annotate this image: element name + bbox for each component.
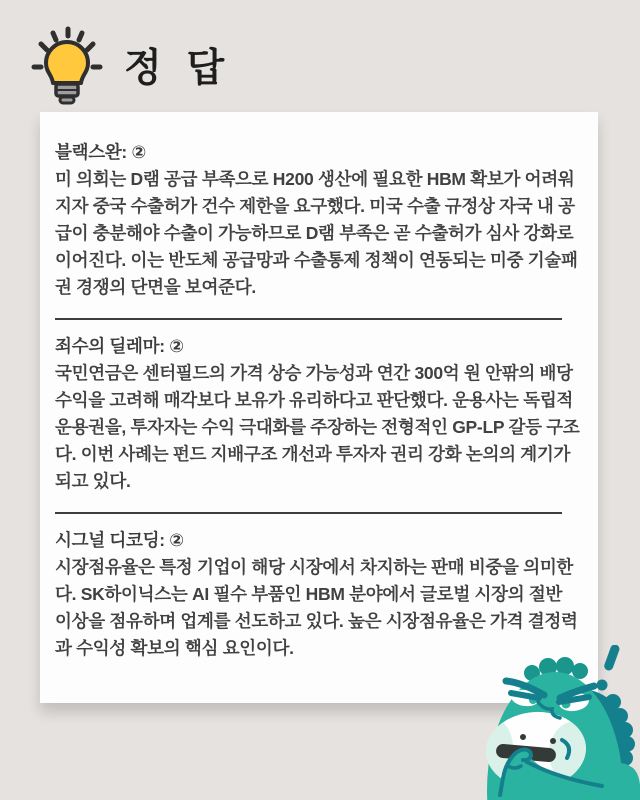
answer-card [40,112,598,703]
section-divider [55,512,562,514]
exclamation-icon [597,645,621,691]
section-body: 미 의회는 D램 공급 부족으로 H200 생산에 필요한 HBM 확보가 어려워지자 중국 수출허가 건수 제한을 요구했다. 미국 수출 규정상 자국 내 공급이 충분해야 수출이 가능하므로 D램 부족은 곧 수출허가 심사 강화로 이어진다. 이는 반도체 공급망과 수출통제 정책이 연동되는 미중 기술패권 경쟁의 단면을 보여준다. [55,169,578,297]
lightbulb-icon [28,26,108,110]
page-title: 정 답 [124,46,232,90]
answer-header [28,26,231,110]
section-heading: 죄수의 딜레마: ② [55,336,184,356]
section-heading: 시그널 디코딩: ② [55,530,184,550]
section-signal-decoding [55,527,583,662]
section-prisoners-dilemma [55,333,583,495]
dino-mascot [470,645,640,800]
section-black-swan [55,139,583,301]
section-heading: 블랙스완: ② [55,142,147,162]
section-body: 시장점유율은 특정 기업이 해당 시장에서 차지하는 판매 비중을 의미한다. SK하이닉스는 AI 필수 부품인 HBM 분야에서 글로벌 시장의 절반 이상을 점유하며 업계를 선도하고 있다. 높은 시장점유율은 가격 결정력과 수익성 확보의 핵심 요인이다. [55,557,578,658]
section-divider [55,318,562,320]
section-body: 국민연금은 센터필드의 가격 상승 가능성과 연간 300억 원 안팎의 배당수익을 고려해 매각보다 보유가 유리하다고 판단했다. 운용사는 독립적 운용권을, 투자자는 수익 극대화를 주장하는 전형적인 GP-LP 갈등 구조다. 이번 사례는 펀드 지배구조 개선과 투자자 권리 강화 논의의 계기가 되고 있다. [55,363,580,491]
